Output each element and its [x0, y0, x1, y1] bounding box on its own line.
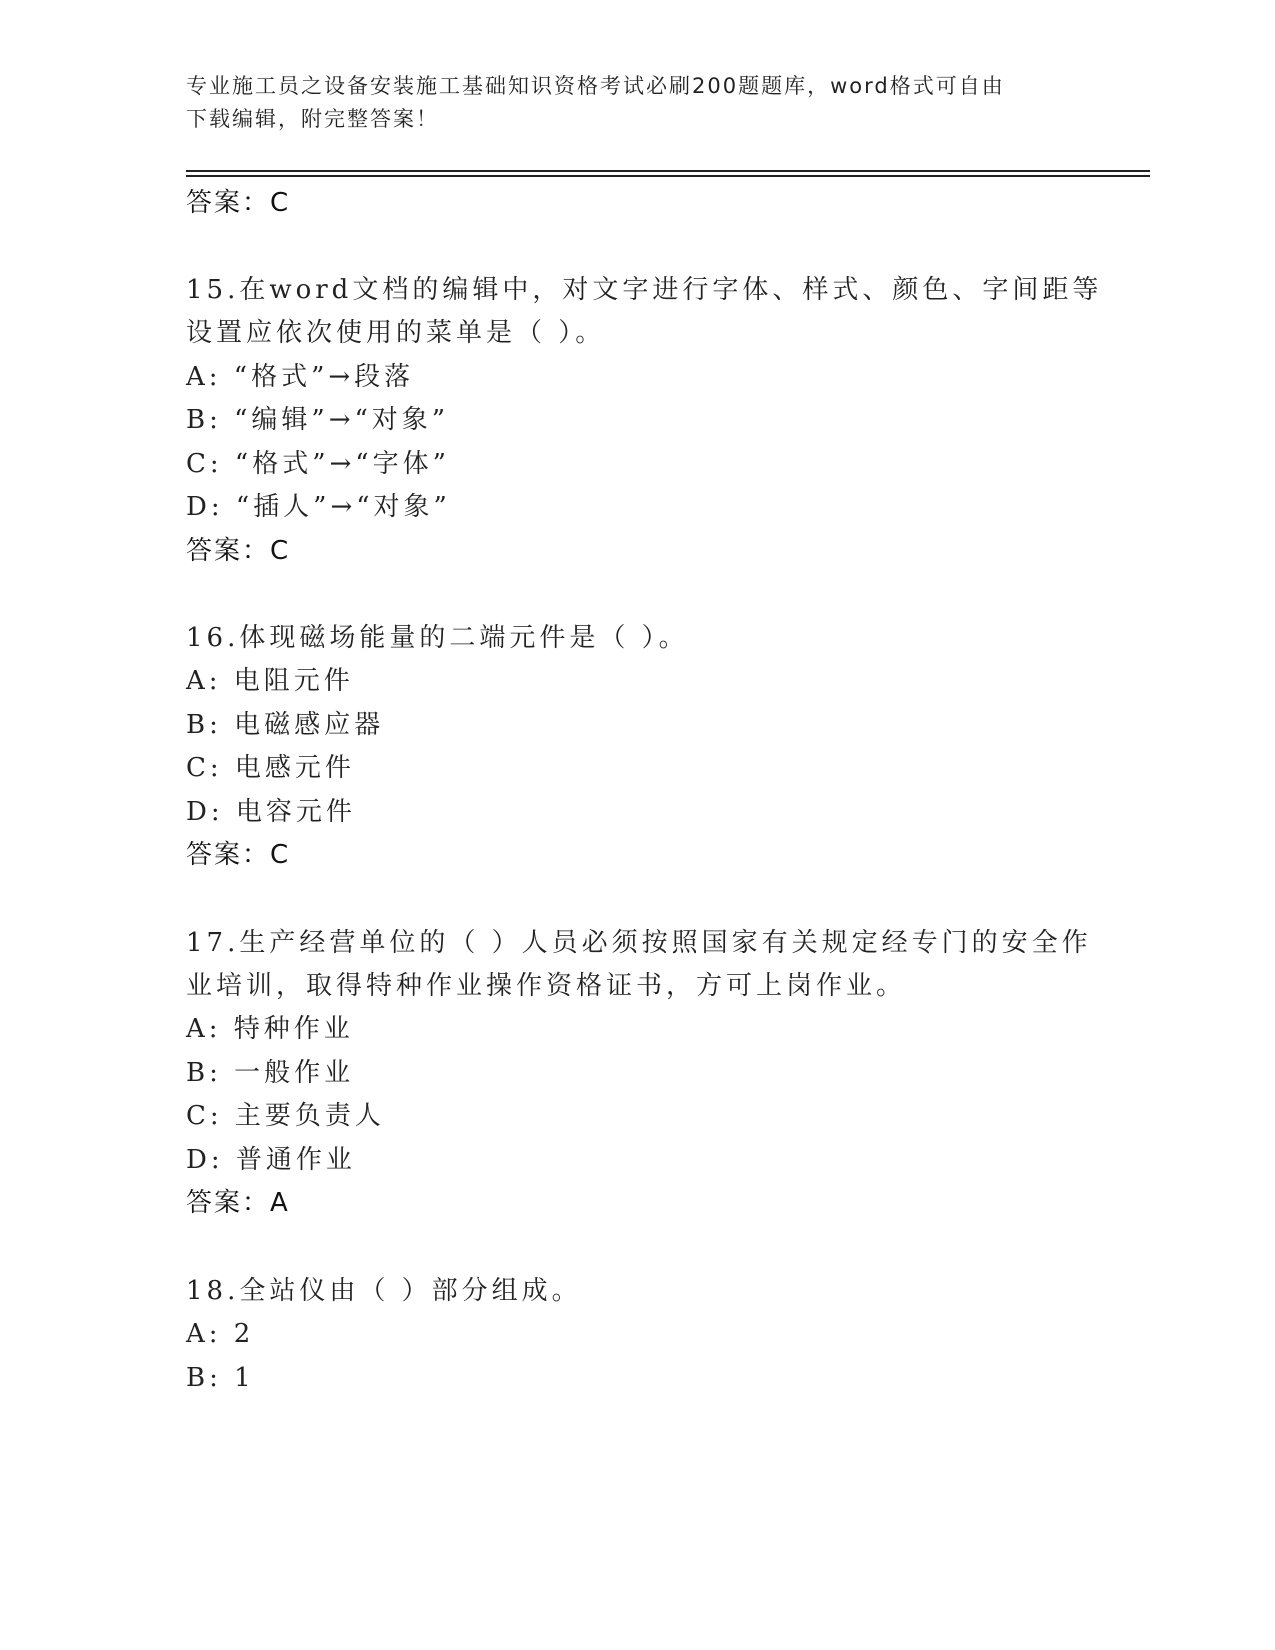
question-stem: 16.体现磁场能量的二端元件是（ ）。	[186, 623, 689, 653]
header-title-line-1: 专业施工员之设备安装施工基础知识资格考试必刷200题题库，word格式可自由	[186, 74, 1005, 98]
option-b: B: 1	[186, 1363, 255, 1393]
question-stem: 业培训，取得特种作业操作资格证书，方可上岗作业。	[186, 971, 907, 1001]
question-stem: 18.全站仪由（ ）部分组成。	[186, 1276, 582, 1306]
option-c: C: “格式”→“字体”	[186, 449, 450, 479]
option-d: D: 电容元件	[186, 797, 356, 827]
option-c: C: 电感元件	[186, 753, 355, 783]
option-b: B: 电磁感应器	[186, 710, 385, 740]
option-d: D: 普通作业	[186, 1145, 356, 1175]
header-divider-top	[186, 170, 1150, 172]
answer-label: 答案：C	[186, 536, 291, 566]
option-a: A: 2	[186, 1319, 255, 1349]
option-a: A: “格式”→段落	[186, 362, 415, 392]
option-a: A: 电阻元件	[186, 666, 354, 696]
option-a: A: 特种作业	[186, 1014, 354, 1044]
question-stem: 15.在word文档的编辑中，对文字进行字体、样式、颜色、字间距等	[186, 275, 1103, 305]
option-b: B: 一般作业	[186, 1058, 355, 1088]
option-d: D: “插人”→“对象”	[186, 492, 451, 522]
question-stem: 17.生产经营单位的（ ）人员必须按照国家有关规定经专门的安全作	[186, 928, 1092, 958]
header-title-line-2: 下载编辑，附完整答案！	[186, 107, 439, 131]
answer-label: 答案：A	[186, 1188, 290, 1218]
header-divider-bottom	[186, 175, 1150, 177]
answer-label: 答案：C	[186, 840, 291, 870]
answer-label: 答案：C	[186, 188, 291, 218]
option-c: C: 主要负责人	[186, 1101, 385, 1131]
option-b: B: “编辑”→“对象”	[186, 405, 450, 435]
question-stem: 设置应依次使用的菜单是（ ）。	[186, 318, 606, 348]
